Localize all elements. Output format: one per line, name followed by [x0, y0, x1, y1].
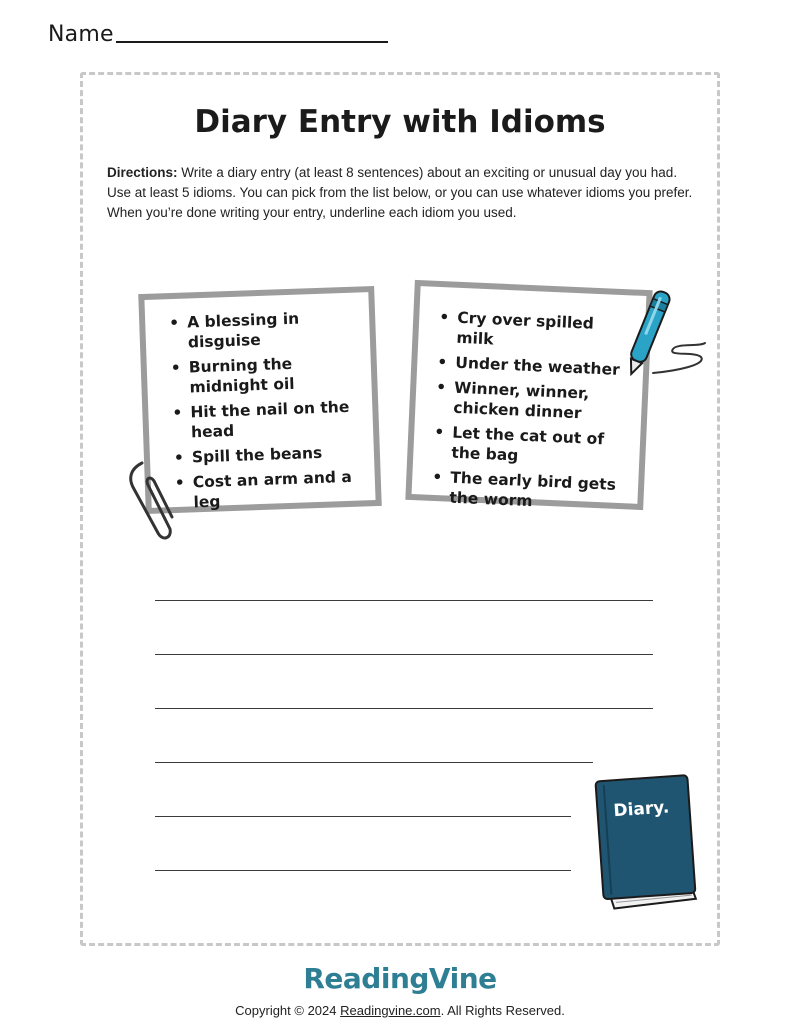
copyright-link[interactable]: Readingvine.com: [340, 1003, 441, 1018]
name-label: Name: [48, 22, 114, 47]
readingvine-logo: ReadingVine: [303, 962, 497, 995]
name-field: [48, 22, 388, 47]
idiom-list-1: [169, 307, 364, 513]
idiom-item: • Cry over spilled milk: [438, 307, 636, 356]
writing-line[interactable]: [155, 762, 593, 763]
idiom-item: • Let the cat out of the bag: [433, 422, 631, 471]
idiom-item: • Under the weather: [437, 352, 634, 381]
writing-line[interactable]: [155, 708, 653, 709]
idiom-item: • The early bird gets the worm: [431, 467, 629, 516]
name-blank: [116, 41, 388, 43]
directions-label: Directions:: [107, 165, 178, 180]
writing-line[interactable]: [155, 816, 571, 817]
writing-line[interactable]: [155, 870, 571, 871]
idiom-item: • Spill the beans: [174, 441, 363, 468]
idiom-item: • A blessing in disguise: [169, 307, 358, 354]
idiom-list-2: [431, 307, 636, 515]
diary-label: Diary.: [612, 797, 670, 822]
copyright-suffix: . All Rights Reserved.: [440, 1003, 565, 1018]
worksheet-title: Diary Entry with Idioms: [194, 104, 606, 140]
writing-line[interactable]: [155, 600, 653, 601]
copyright-prefix: Copyright © 2024: [235, 1003, 341, 1018]
writing-line[interactable]: [155, 654, 653, 655]
diary-book-icon: [588, 770, 708, 920]
directions-text: Write a diary entry (at least 8 sentences) about an exciting or unusual day you had. Use at least 5 idioms. You can pick from the list below, or you can use whatever idioms you prefer. When you’re done writing your entry, underline each idiom you used.: [107, 165, 693, 220]
copyright: [0, 1003, 800, 1018]
directions: [107, 163, 697, 223]
idiom-item: • Burning the midnight oil: [170, 352, 359, 399]
pen-icon: [615, 285, 715, 385]
idiom-item: • Winner, winner, chicken dinner: [435, 377, 633, 426]
paperclip-icon: [120, 455, 180, 545]
idiom-item: • Hit the nail on the head: [172, 397, 361, 444]
idiom-item: • Cost an arm and a leg: [174, 466, 363, 513]
